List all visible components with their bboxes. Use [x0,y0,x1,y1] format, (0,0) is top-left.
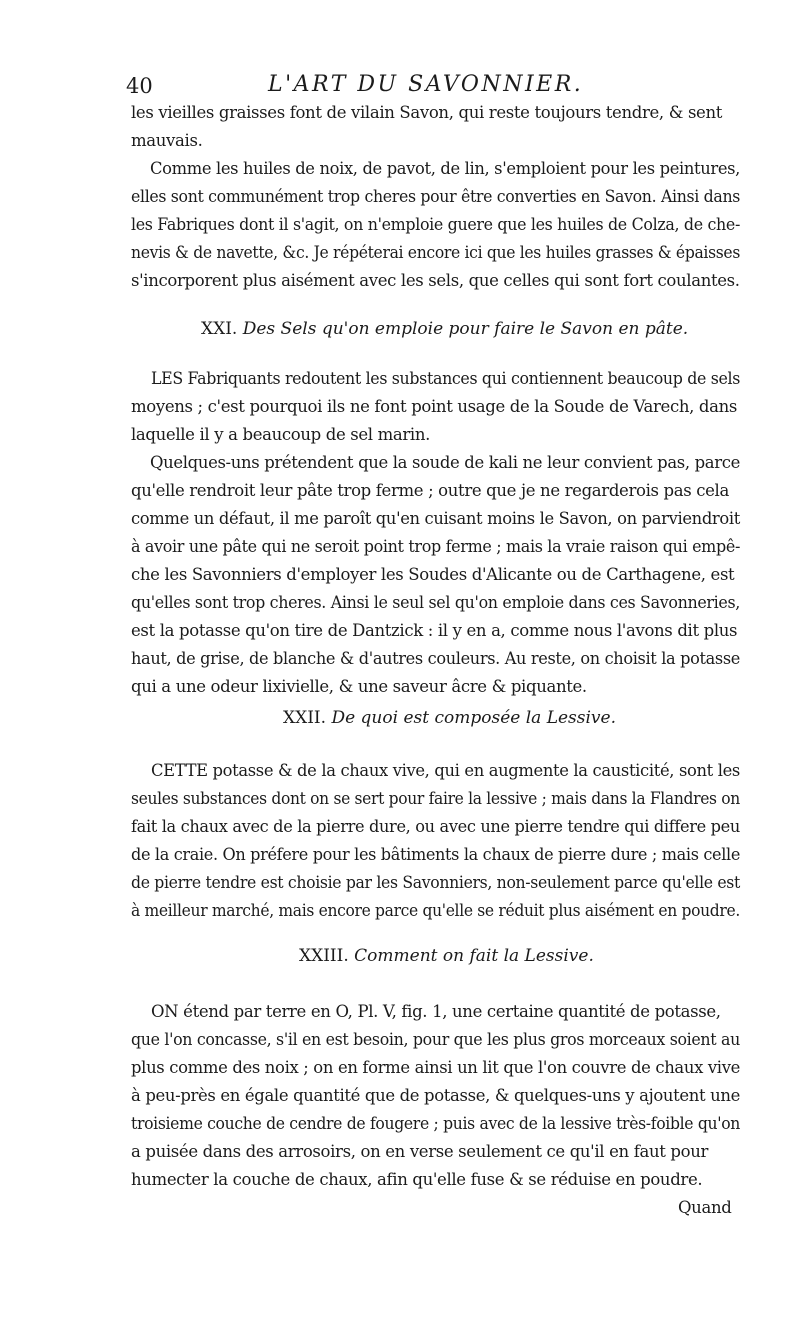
section-title: Comment on fait la Lessive. [354,946,594,966]
text-line: elles sont communément trop cheres pour être converties en Savon. Ainsi dans [131,187,741,206]
section-title: Des Sels qu'on emploie pour faire le Savon en pâte. [242,319,689,339]
section-title: De quoi est composée la Lessive. [331,708,616,728]
text-line: CETTE potasse & de la chaux vive, qui en augmente la causticité, sont les [151,761,740,780]
text-line: de pierre tendre est choisie par les Savonniers, non-seulement parce qu'elle est [131,873,740,892]
running-head [126,72,736,106]
text-line: qu'elles sont trop cheres. Ainsi le seul sel qu'on emploie dans ces Savonneries, [131,593,741,612]
page-number: 40 [126,74,153,98]
text-line: que l'on concasse, s'il en est besoin, pour que les plus gros morceaux soient au [131,1030,740,1049]
section-number: XXI. [201,319,238,339]
text-line: laquelle il y a beaucoup de sel marin. [131,425,431,444]
text-line: ON étend par terre en O, Pl. V, fig. 1, une certaine quantité de potasse, [151,1002,721,1021]
text-line: LES Fabriquants redoutent les substances qui contiennent beaucoup de sels [151,369,741,388]
section-heading-xxiii [299,945,594,967]
text-line: mauvais. [131,131,203,150]
text-line: de la craie. On préfere pour les bâtiments la chaux de pierre dure ; mais celle [131,845,741,864]
text-line: plus comme des noix ; on en forme ainsi un lit que l'on couvre de chaux vive [131,1058,741,1077]
text-line: nevis & de navette, &c. Je répéterai encore ici que les huiles grasses & épaisses [131,243,740,262]
text-line: qu'elle rendroit leur pâte trop ferme ; outre que je ne regarderois pas cela [131,481,729,500]
text-line: les vieilles graisses font de vilain Savon, qui reste toujours tendre, & sent [131,103,723,122]
text-line: seules substances dont on se sert pour faire la lessive ; mais dans la Flandres on [131,789,740,808]
text-line: haut, de grise, de blanche & d'autres couleurs. Au reste, on choisit la potasse [131,649,741,668]
text-line: troisieme couche de cendre de fougere ; puis avec de la lessive très-foible qu'on [131,1114,741,1133]
section-number: XXII. [283,708,327,728]
running-title: L'ART DU SAVONNIER. [268,72,584,97]
text-line: Comme les huiles de noix, de pavot, de lin, s'emploient pour les peintures, [150,159,741,178]
text-line: Quelques-uns prétendent que la soude de kali ne leur convient pas, parce [150,453,741,472]
text-line: a puisée dans des arrosoirs, on en verse seulement ce qu'il en faut pour [131,1142,709,1161]
section-heading-xxi [201,318,688,340]
text-line: à meilleur marché, mais encore parce qu'elle se réduit plus aisément en poudre. [131,901,740,920]
section-heading-xxii [283,707,616,729]
text-line: est la potasse qu'on tire de Dantzick : il y en a, comme nous l'avons dit plus [131,621,738,640]
text-line: à peu-près en égale quantité que de potasse, & quelques-uns y ajoutent une [131,1086,741,1105]
text-line: che les Savonniers d'employer les Soudes d'Alicante ou de Carthagene, est [131,565,735,584]
section-number: XXIII. [299,946,349,966]
catchword: Quand [678,1198,732,1217]
text-line: comme un défaut, il me paroît qu'en cuisant moins le Savon, on parviendroit [131,509,740,528]
text-line: s'incorporent plus aisément avec les sels, que celles qui sont fort coulantes. [131,271,740,290]
text-line: humecter la couche de chaux, afin qu'elle fuse & se réduise en poudre. [131,1170,703,1189]
text-line: qui a une odeur lixivielle, & une saveur âcre & piquante. [131,677,587,696]
text-line: à avoir une pâte qui ne seroit point trop ferme ; mais la vraie raison qui empê- [131,537,741,556]
text-line: moyens ; c'est pourquoi ils ne font point usage de la Soude de Varech, dans [131,397,738,416]
text-line: fait la chaux avec de la pierre dure, ou avec une pierre tendre qui differe peu [131,817,740,836]
text-line: les Fabriques dont il s'agit, on n'emploie guere que les huiles de Colza, de che- [131,215,740,234]
